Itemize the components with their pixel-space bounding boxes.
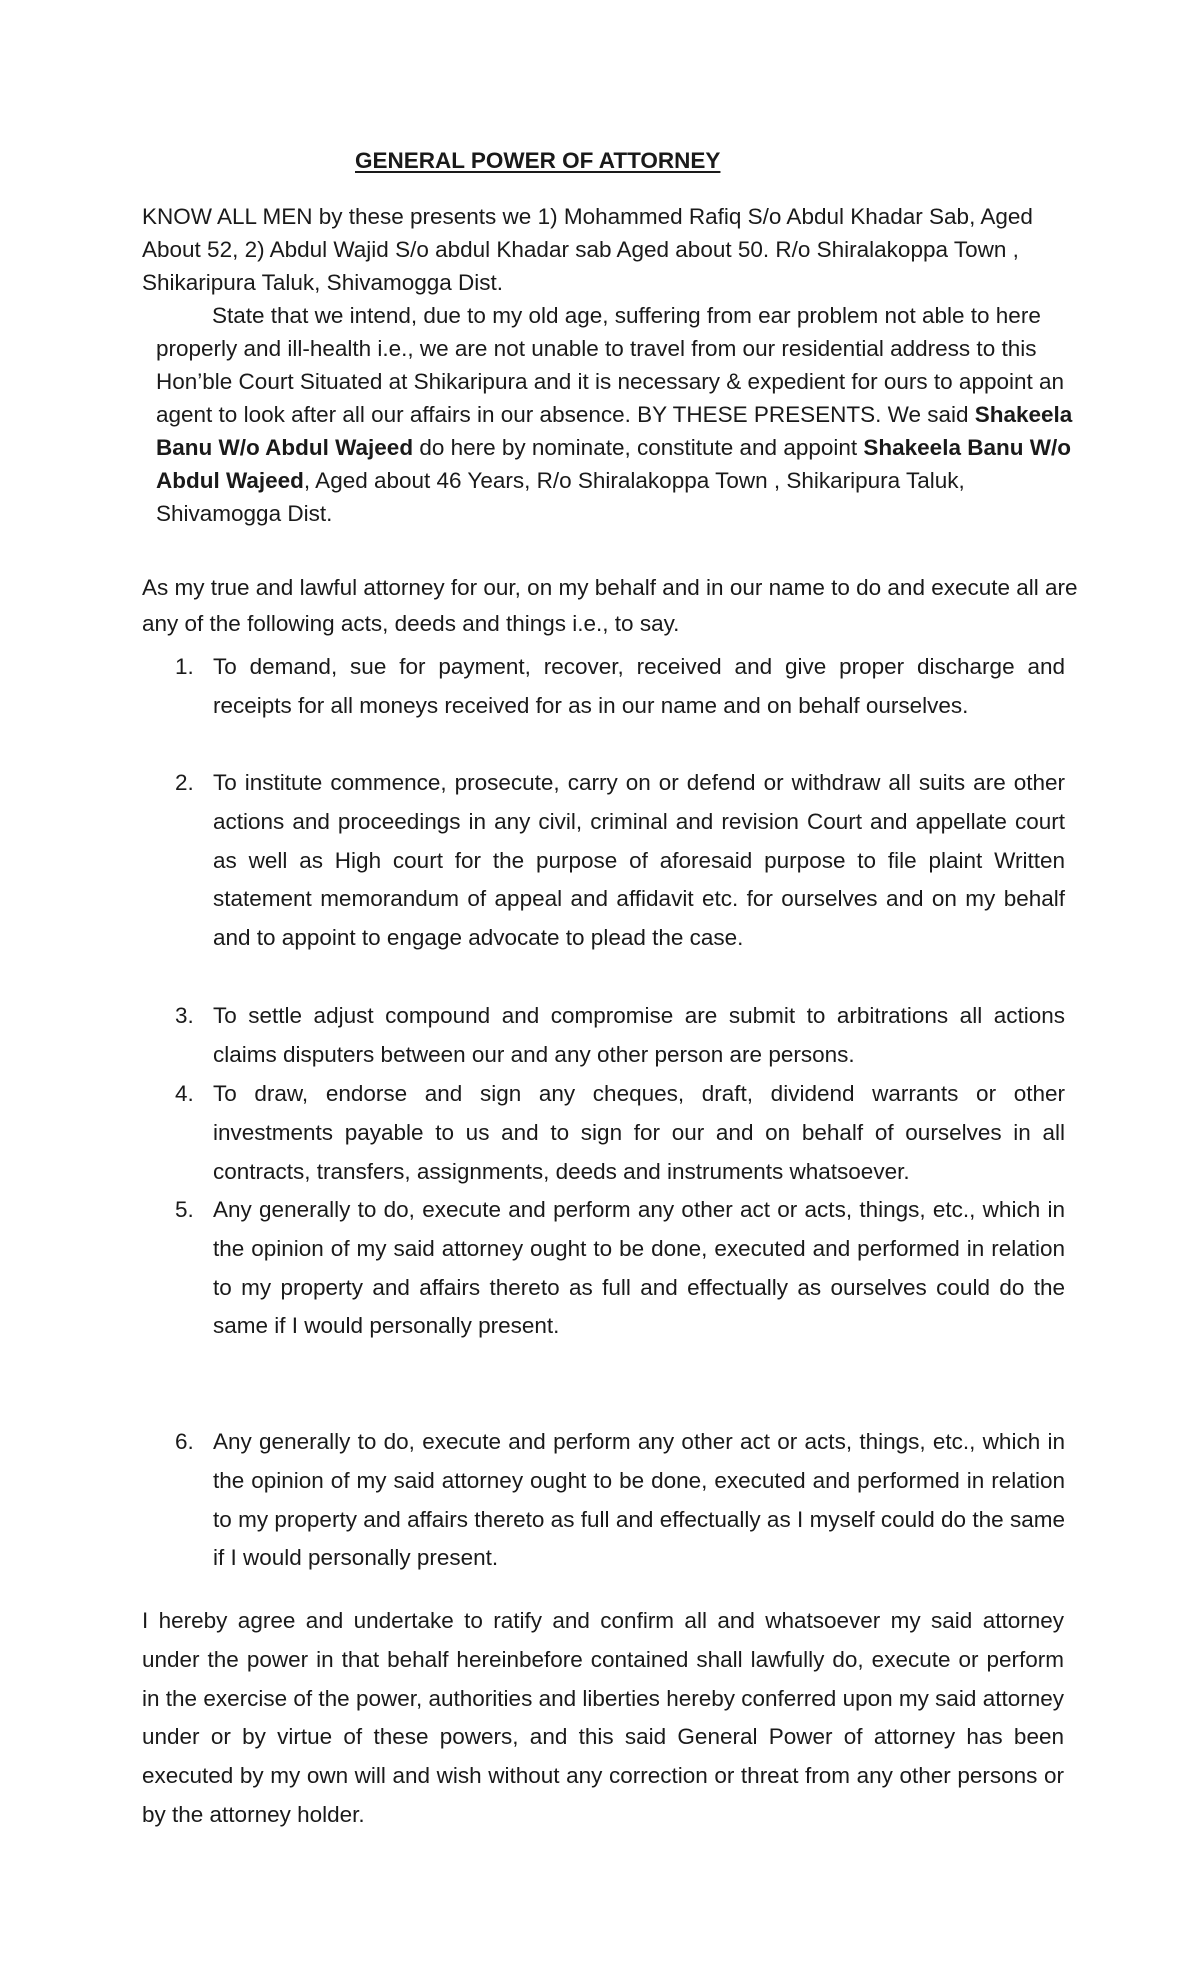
list-item-number: 6. [175,1429,194,1454]
list-item-text: To settle adjust compound and compromise are submit to arbitrations all actions claims disputers between our and any other person are persons. [213,1003,1065,1067]
list-item-text: To institute commence, prosecute, carry on or defend or withdraw all suits are other actions and proceedings in any civil, criminal and revision Court and appellate court as well as High court for the purpose of aforesaid purpose to file plaint Written statement memorandum of appeal and affidavit etc. for ourselves and on my behalf and to appoint to engage advocate to plead the case. [213,770,1065,951]
statement-paragraph [156,299,1086,530]
list-item [175,997,1065,1075]
list-item-number: 3. [175,1003,194,1028]
list-item [175,1423,1065,1578]
list-item [175,1191,1065,1346]
attorney-paragraph: As my true and lawful attorney for our, on my behalf and in our name to do and execute all are any of the following acts, deeds and things i.e., to say. [142,575,1078,636]
list-item-number: 5. [175,1197,194,1222]
list-item-text: To draw, endorse and sign any cheques, draft, dividend warrants or other investments payable to us and to sign for our and on behalf of ourselves in all contracts, transfers, assignments, deeds and instruments whatsoever. [213,1081,1065,1184]
statement-text-3: , Aged about 46 Years, R/o Shiralakoppa Town , Shikaripura Taluk, Shivamogga Dist. [156,468,965,526]
list-item-number: 4. [175,1081,194,1106]
list-item-text: Any generally to do, execute and perform any other act or acts, things, etc., which in the opinion of my said attorney ought to be done, executed and performed in relation to my property and affairs thereto as full and effectually as I myself could do the same if I would personally present. [213,1429,1065,1571]
list-item [175,648,1065,726]
list-item-text: Any generally to do, execute and perform any other act or acts, things, etc., which in the opinion of my said attorney ought to be done, executed and performed in relation to my property and affairs thereto as full and effectually as ourselves could do the same if I would personally present. [213,1197,1065,1339]
list-item-number: 1. [175,654,194,679]
intro-paragraph: KNOW ALL MEN by these presents we 1) Mohammed Rafiq S/o Abdul Khadar Sab, Aged About 52, 2) Abdul Wajid S/o abdul Khadar sab Aged about 50. R/o Shiralakoppa Town , Shikaripura Taluk, Shivamogga Dist. [142,204,1033,295]
list-item-text: To demand, sue for payment, recover, received and give proper discharge and receipts for all moneys received for as in our name and on behalf ourselves. [213,654,1065,718]
list-item-number: 2. [175,770,194,795]
statement-text-1: State that we intend, due to my old age, suffering from ear problem not able to here properly and ill-health i.e., we are not unable to travel from our residential address to this Hon’ble Court Situated at Shikaripura and it is necessary & expedient for ours to appoint an agent to look after all our affairs in our absence. BY THESE PRESENTS. We said [156,303,1065,427]
list-item [175,764,1065,958]
agent-name-bold-1: Shakeela Banu W/o Abdul Wajeed [156,402,1073,460]
document-title: GENERAL POWER OF ATTORNEY [355,148,721,173]
closing-paragraph: I hereby agree and undertake to ratify and confirm all and whatsoever my said attorney under the power in that behalf hereinbefore contained shall lawfully do, execute or perform in the exercise of the power, authorities and liberties hereby conferred upon my said attorney under or by virtue of these powers, and this said General Power of attorney has been executed by my own will and wish without any correction or threat from any other persons or by the attorney holder. [142,1608,1064,1827]
list-item [175,1075,1065,1191]
agent-name-bold-2: Shakeela Banu W/o Abdul Wajeed [156,435,1071,493]
statement-text-2: do here by nominate, constitute and appoint [413,435,864,460]
